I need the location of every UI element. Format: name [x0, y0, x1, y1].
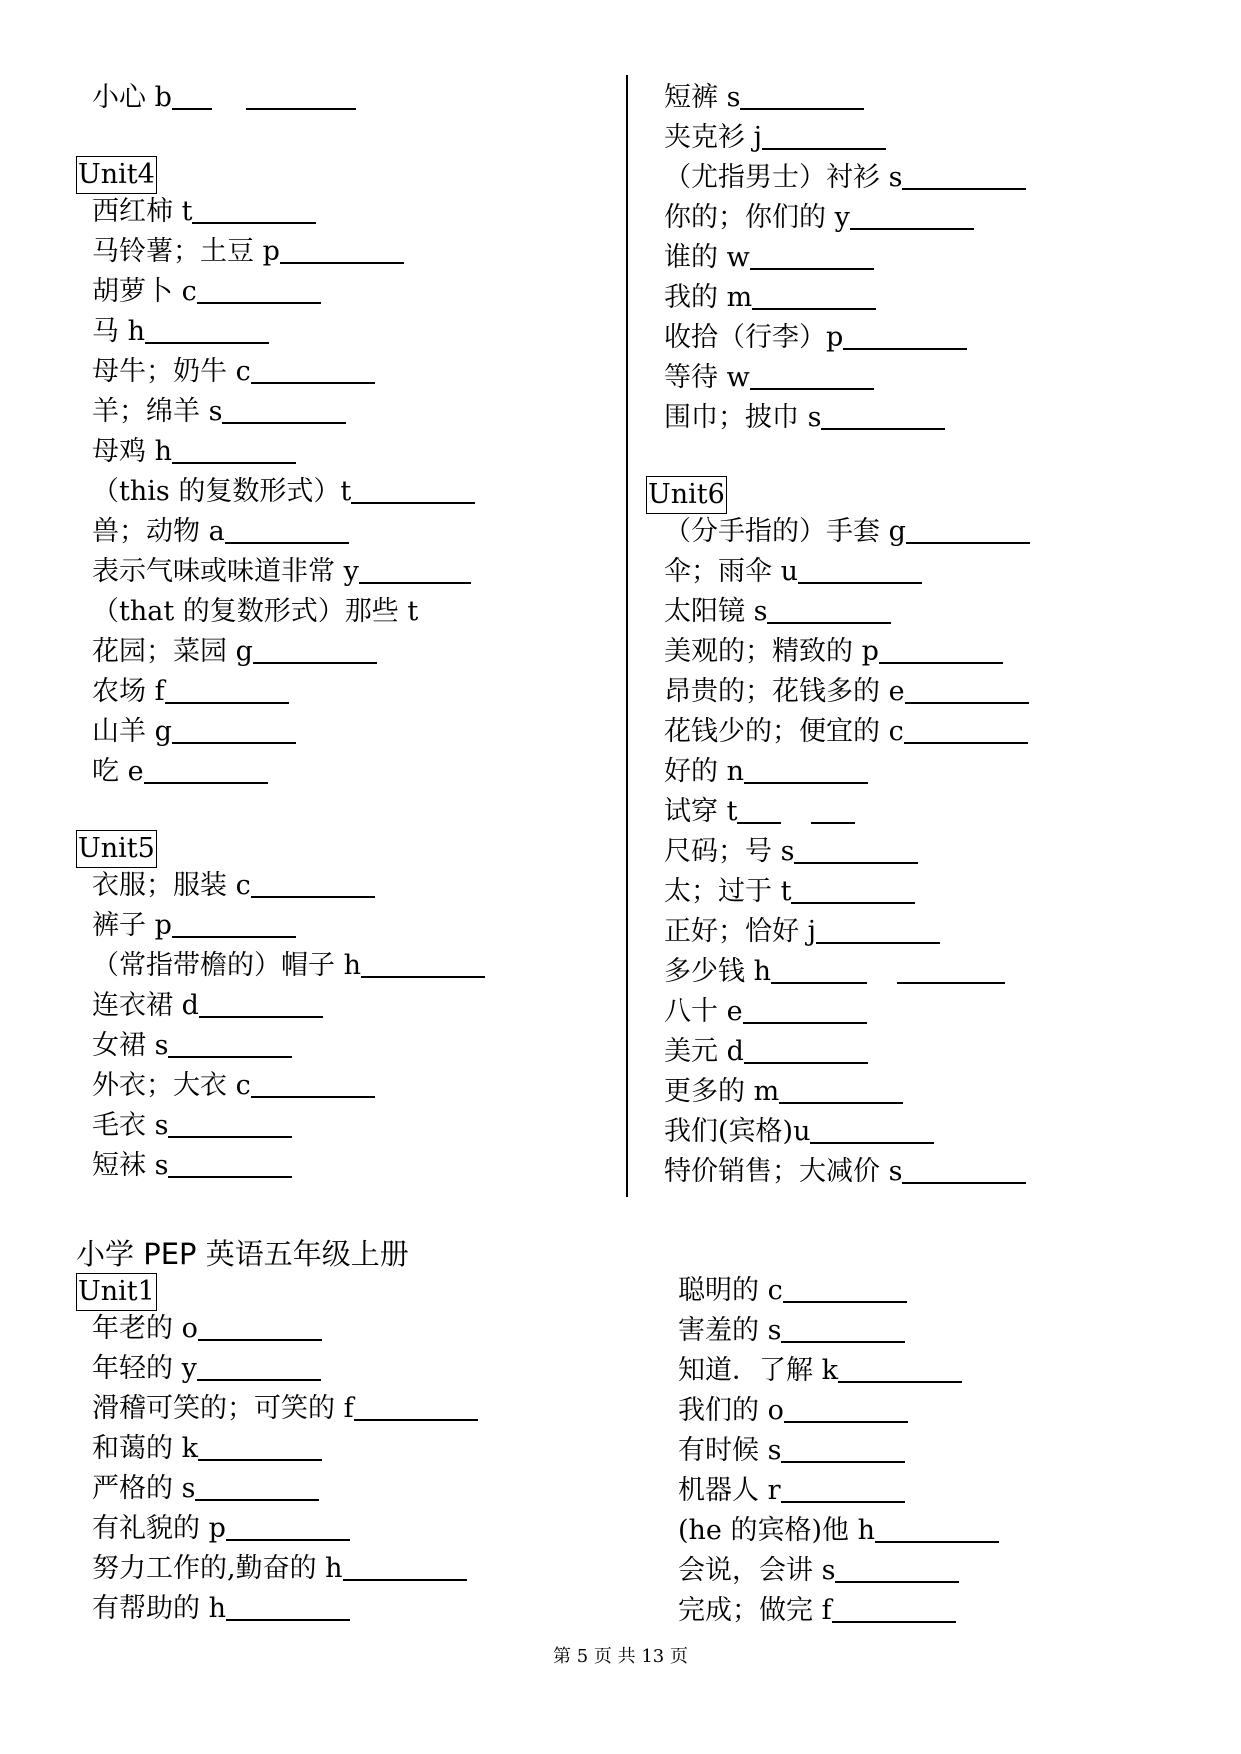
answer-blank[interactable]: [251, 870, 375, 898]
answer-blank[interactable]: [359, 556, 471, 584]
answer-blank[interactable]: [838, 1355, 962, 1383]
vocab-item: 会说，会讲 s: [678, 1553, 959, 1589]
vocab-item: 美观的；精致的 p: [664, 634, 1003, 670]
vocab-item: 西红柿 t: [92, 194, 316, 230]
answer-blank[interactable]: [199, 990, 323, 1018]
vocab-item: 毛衣 s: [92, 1108, 292, 1144]
vocab-item: （this 的复数形式）t: [92, 474, 475, 510]
vocab-item: 有时候 s: [678, 1433, 905, 1469]
vocab-item: 有礼貌的 p: [92, 1511, 350, 1547]
vocab-item: 我们(宾格)u: [664, 1114, 934, 1150]
answer-blank[interactable]: [222, 396, 346, 424]
vocab-item: 我的 m: [664, 280, 876, 316]
vocab-item: 特价销售；大减价 s: [664, 1154, 1026, 1190]
answer-blank[interactable]: [197, 276, 321, 304]
answer-blank[interactable]: [198, 1433, 322, 1461]
answer-blank[interactable]: [750, 242, 874, 270]
vocab-item: 胡萝卜 c: [92, 274, 321, 310]
vocab-item: [92, 80, 356, 116]
answer-blank[interactable]: [784, 1395, 908, 1423]
vocab-item: 夹克衫 j: [664, 120, 886, 156]
vocab-item: 知道．了解 k: [678, 1353, 962, 1389]
answer-blank[interactable]: [251, 356, 375, 384]
answer-blank[interactable]: [816, 916, 940, 944]
answer-blank[interactable]: [251, 1070, 375, 1098]
vocab-item: 短裤 s: [664, 80, 864, 116]
vocab-item: 伞；雨伞 u: [664, 554, 922, 590]
section-title: 小学 PEP 英语五年级上册: [76, 1237, 409, 1271]
vocab-item: 谁的 w: [664, 240, 874, 276]
vocab-item: 害羞的 s: [678, 1313, 905, 1349]
vocab-item: (he 的宾格)他 h: [678, 1513, 999, 1549]
answer-blank[interactable]: [361, 950, 485, 978]
vocab-item: 马铃薯；土豆 p: [92, 234, 404, 270]
answer-blank[interactable]: [225, 516, 349, 544]
vocab-item: 正好；恰好 j: [664, 914, 940, 950]
vocab-item: 花园；菜园 g: [92, 634, 377, 670]
vocab-item: （that 的复数形式）那些 t: [92, 596, 419, 627]
vocab-item: 太；过于 t: [664, 874, 915, 910]
answer-blank[interactable]: [743, 996, 867, 1024]
vocab-item: 裤子 p: [92, 908, 296, 944]
answer-blank[interactable]: [246, 82, 356, 110]
answer-blank[interactable]: [165, 676, 289, 704]
answer-blank[interactable]: [168, 1030, 292, 1058]
vocab-item: （常指带檐的）帽子 h: [92, 948, 485, 984]
vocab-item: 羊；绵羊 s: [92, 394, 346, 430]
vocab-item: 八十 e: [664, 994, 867, 1030]
answer-blank[interactable]: [771, 956, 867, 984]
vocab-item: 滑稽可笑的；可笑的 f: [92, 1391, 478, 1427]
vocab-item: 年老的 o: [92, 1311, 322, 1347]
vocab-item: 好的 n: [664, 754, 868, 790]
answer-blank[interactable]: [750, 362, 874, 390]
vocab-item: 年轻的 y: [92, 1351, 321, 1387]
vocab-item: 连衣裙 d: [92, 988, 323, 1024]
vocab-item: 太阳镜 s: [664, 594, 891, 630]
vocab-item: 母鸡 h: [92, 434, 296, 470]
answer-blank[interactable]: [897, 956, 1005, 984]
answer-blank[interactable]: [744, 1036, 868, 1064]
answer-blank[interactable]: [905, 676, 1029, 704]
vocab-item: 短袜 s: [92, 1148, 292, 1184]
vocab-item: 我们的 o: [678, 1393, 908, 1429]
vocab-item: （分手指的）手套 g: [664, 514, 1030, 550]
answer-blank[interactable]: [781, 1435, 905, 1463]
answer-blank[interactable]: [762, 122, 886, 150]
answer-blank[interactable]: [195, 1473, 319, 1501]
vocab-item: 努力工作的,勤奋的 h: [92, 1551, 467, 1587]
answer-blank[interactable]: [810, 1116, 934, 1144]
answer-blank[interactable]: [192, 196, 316, 224]
vocab-item: 母牛；奶牛 c: [92, 354, 375, 390]
column-divider: [626, 75, 628, 1197]
vocab-prompt: 小心 b: [92, 82, 172, 113]
vocab-item: 兽；动物 a: [92, 514, 349, 550]
answer-blank[interactable]: [172, 716, 296, 744]
vocab-item: 山羊 g: [92, 714, 296, 750]
answer-blank[interactable]: [835, 1555, 959, 1583]
answer-blank[interactable]: [906, 516, 1030, 544]
vocab-item: 等待 w: [664, 360, 874, 396]
vocab-item: 严格的 s: [92, 1471, 319, 1507]
answer-blank[interactable]: [821, 402, 945, 430]
answer-blank[interactable]: [904, 716, 1028, 744]
answer-blank[interactable]: [767, 596, 891, 624]
answer-blank[interactable]: [145, 316, 269, 344]
answer-blank[interactable]: [354, 1393, 478, 1421]
answer-blank[interactable]: [144, 756, 268, 784]
answer-blank[interactable]: [781, 1315, 905, 1343]
answer-blank[interactable]: [172, 82, 212, 110]
answer-blank[interactable]: [280, 236, 404, 264]
answer-blank[interactable]: [172, 436, 296, 464]
vocab-item: 外衣；大衣 c: [92, 1068, 375, 1104]
answer-blank[interactable]: [253, 636, 377, 664]
answer-blank[interactable]: [781, 1475, 905, 1503]
unit-label: Unit6: [646, 476, 727, 514]
vocab-item: 表示气味或味道非常 y: [92, 554, 471, 590]
answer-blank[interactable]: [172, 910, 296, 938]
vocab-item: 尺码；号 s: [664, 834, 918, 870]
answer-blank[interactable]: [744, 756, 868, 784]
vocab-item: 衣服；服装 c: [92, 868, 375, 904]
answer-blank[interactable]: [343, 1553, 467, 1581]
page-footer: 第 5 页 共 13 页: [553, 1646, 688, 1667]
answer-blank[interactable]: [783, 1275, 907, 1303]
vocab-item: 你的；你们的 y: [664, 200, 974, 236]
answer-blank[interactable]: [832, 1595, 956, 1623]
answer-blank[interactable]: [811, 796, 855, 824]
unit-label: Unit1: [76, 1273, 157, 1311]
vocab-item: 围巾；披巾 s: [664, 400, 945, 436]
vocab-item: 马 h: [92, 314, 269, 350]
answer-blank[interactable]: [197, 1353, 321, 1381]
vocab-item: 和蔼的 k: [92, 1431, 322, 1467]
vocab-item: 多少钱 h: [664, 954, 1005, 990]
vocab-item: 有帮助的 h: [92, 1591, 350, 1627]
vocab-item: 美元 d: [664, 1034, 868, 1070]
answer-blank[interactable]: [351, 476, 475, 504]
vocab-item: 女裙 s: [92, 1028, 292, 1064]
answer-blank[interactable]: [168, 1110, 292, 1138]
answer-blank[interactable]: [168, 1150, 292, 1178]
vocab-item: 聪明的 c: [678, 1273, 907, 1309]
unit-label: Unit5: [76, 830, 157, 868]
answer-blank[interactable]: [902, 1156, 1026, 1184]
answer-blank[interactable]: [752, 282, 876, 310]
answer-blank[interactable]: [198, 1313, 322, 1341]
vocab-item: 试穿 t: [664, 794, 855, 830]
vocab-item: 机器人 r: [678, 1473, 905, 1509]
answer-blank[interactable]: [879, 636, 1003, 664]
answer-blank[interactable]: [791, 876, 915, 904]
answer-blank[interactable]: [779, 1076, 903, 1104]
vocab-item: 完成；做完 f: [678, 1593, 956, 1629]
answer-blank[interactable]: [737, 796, 781, 824]
answer-blank[interactable]: [843, 322, 967, 350]
vocab-item: 更多的 m: [664, 1074, 903, 1110]
answer-blank[interactable]: [798, 556, 922, 584]
answer-blank[interactable]: [226, 1593, 350, 1621]
vocab-item: 花钱少的；便宜的 c: [664, 714, 1028, 750]
answer-blank[interactable]: [875, 1515, 999, 1543]
vocab-item: 收拾（行李）p: [664, 320, 967, 356]
unit-label: Unit4: [76, 156, 157, 194]
vocab-item: 吃 e: [92, 754, 268, 790]
answer-blank[interactable]: [740, 82, 864, 110]
vocab-item: 昂贵的；花钱多的 e: [664, 674, 1029, 710]
answer-blank[interactable]: [850, 202, 974, 230]
answer-blank[interactable]: [226, 1513, 350, 1541]
vocab-item: （尤指男士）衬衫 s: [664, 160, 1026, 196]
vocab-item: 农场 f: [92, 674, 289, 710]
answer-blank[interactable]: [902, 162, 1026, 190]
answer-blank[interactable]: [794, 836, 918, 864]
